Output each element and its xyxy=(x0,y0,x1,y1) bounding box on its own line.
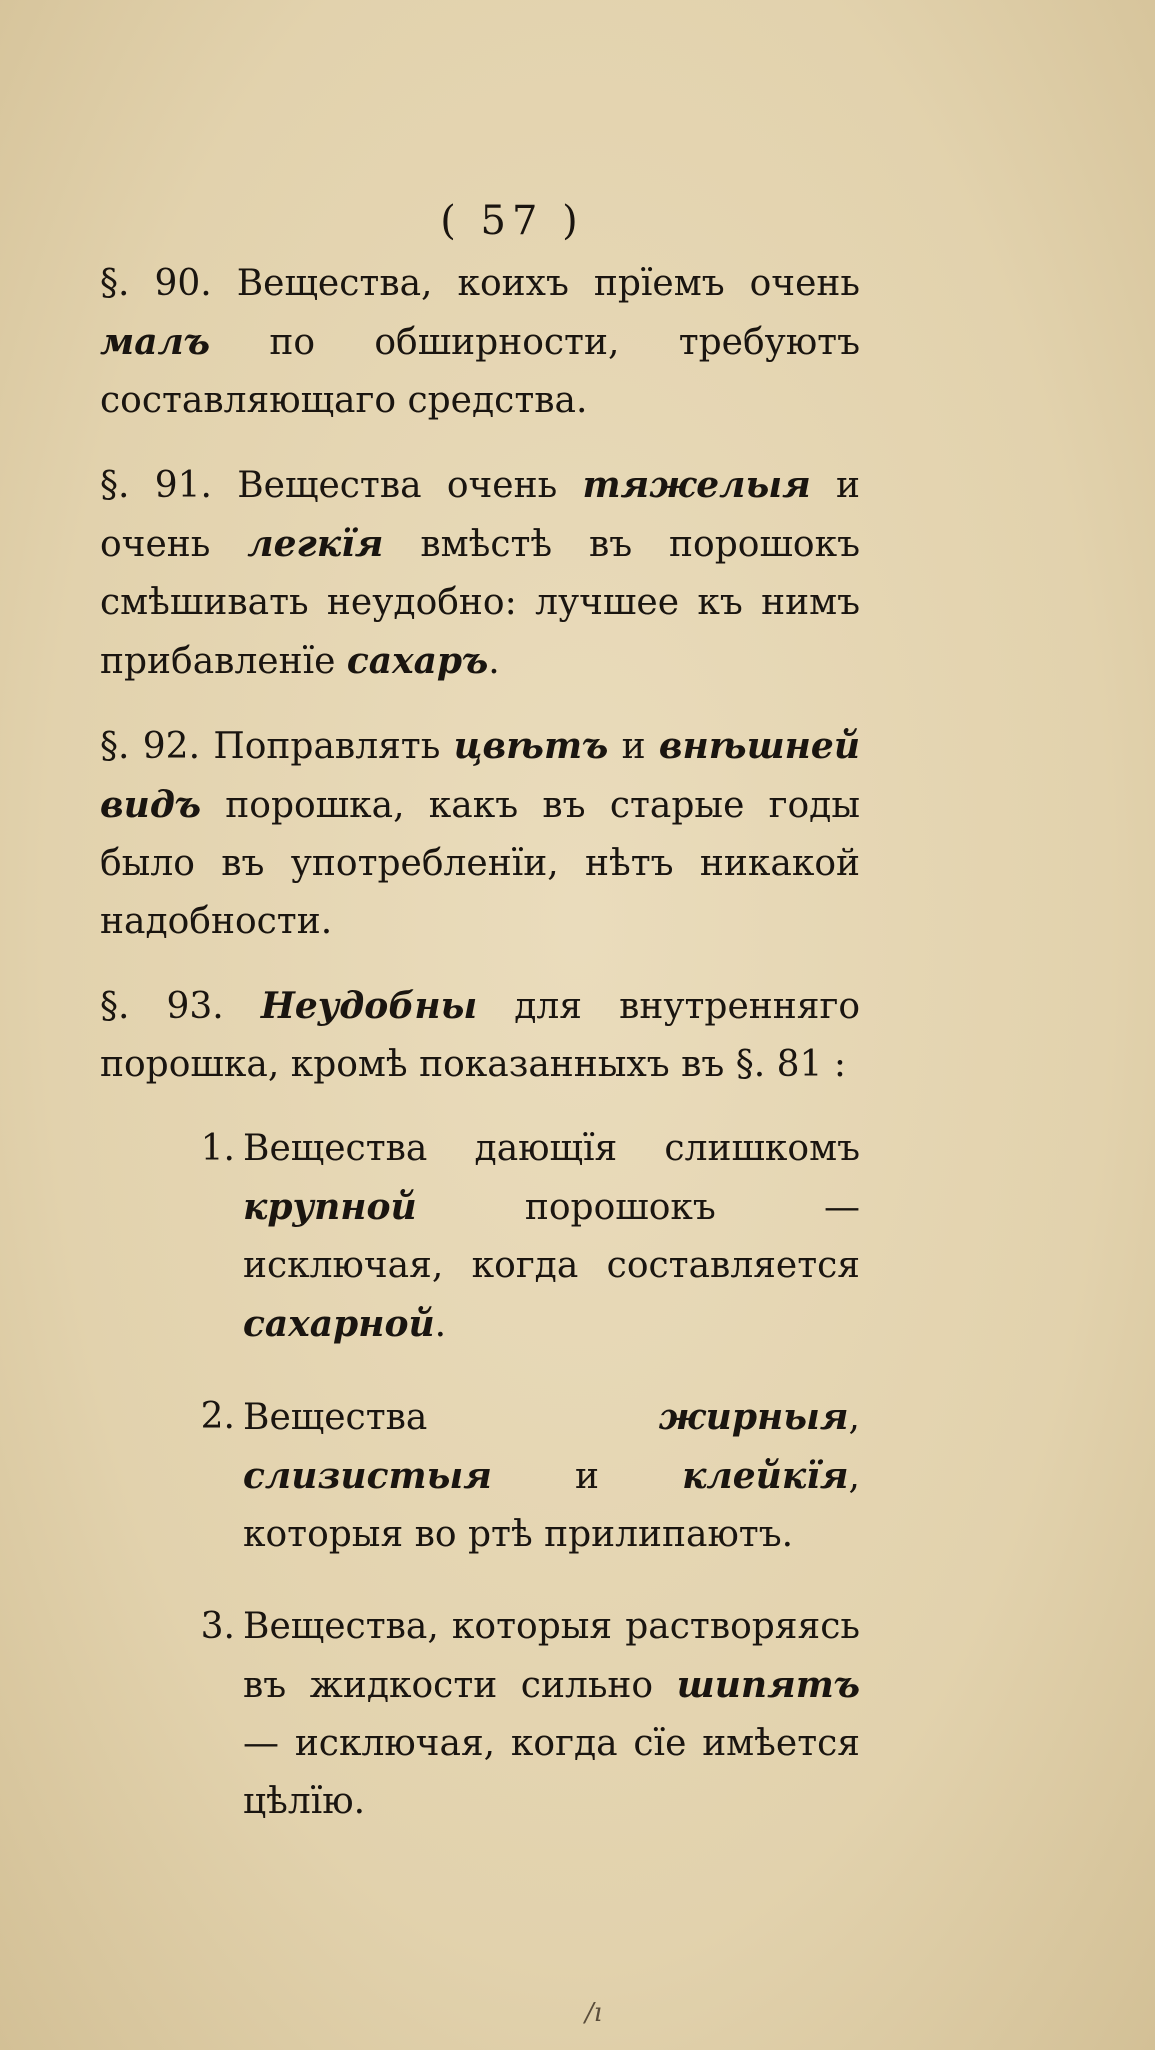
text-run: порошка, какъ въ старые годы было въ употребленїи, нѣтъ никакой надобности. xyxy=(100,785,860,942)
emphasized-text: внѣшней видъ xyxy=(100,725,860,826)
section-number: §. 92. xyxy=(100,726,201,767)
emphasized-text: тяжелыя xyxy=(582,464,811,506)
emphasized-text: жирныя xyxy=(658,1396,849,1438)
list-item-text xyxy=(243,1128,860,1345)
text-run: Вещества очень xyxy=(237,465,583,506)
paragraph-90 xyxy=(100,255,860,430)
numbered-list xyxy=(100,1120,860,1831)
paragraph-93 xyxy=(100,977,860,1094)
list-item-number: 1. xyxy=(200,1128,235,1169)
text-run: порошокъ — исключая, когда составляется xyxy=(243,1187,860,1286)
text-run: по обширности, требуютъ составляющаго средства. xyxy=(100,322,860,421)
emphasized-text: Неудобны xyxy=(260,985,478,1027)
text-run: и очень xyxy=(100,465,860,565)
list-item-number: 3. xyxy=(200,1606,235,1647)
text-run: . xyxy=(434,1304,447,1345)
list-item-number: 2. xyxy=(200,1396,235,1437)
text-run: и xyxy=(608,726,659,767)
text-run: , которыя во ртѣ прилипаютъ. xyxy=(243,1456,860,1555)
list-item-text xyxy=(243,1606,860,1822)
text-run: Вещества xyxy=(243,1397,659,1438)
text-run: Вещества дающїя слишкомъ xyxy=(243,1128,860,1169)
emphasized-text: крупной xyxy=(243,1186,417,1228)
text-run: Поправлять xyxy=(213,726,454,767)
text-run: вмѣстѣ въ порошокъ смѣшивать неудобно: лучшее къ нимъ прибавленїе xyxy=(100,524,860,682)
section-number: §. 91. xyxy=(100,465,212,506)
text-run: , xyxy=(848,1397,860,1438)
emphasized-text: сахаръ xyxy=(346,640,489,682)
section-number: §. 90. xyxy=(100,263,212,304)
list-item xyxy=(100,1598,860,1831)
paragraph-91 xyxy=(100,456,860,691)
paragraph-92 xyxy=(100,717,860,951)
text-run: Вещества, коихъ прїемъ очень xyxy=(236,263,860,304)
list-item-text xyxy=(243,1397,860,1555)
page-number: ( 57 ) xyxy=(440,198,584,244)
emphasized-text: сахарной xyxy=(243,1303,435,1345)
list-item xyxy=(100,1388,860,1564)
text-run: . xyxy=(488,641,500,682)
emphasized-text: клейкїя xyxy=(682,1455,849,1497)
footer-mark: /ı xyxy=(585,1998,603,2028)
page-body xyxy=(100,255,860,1865)
text-run: для внутренняго порошка, кромѣ показанныхъ въ §. 81 : xyxy=(100,986,861,1085)
paragraph-text xyxy=(100,726,860,942)
emphasized-text: цвѣтъ xyxy=(453,725,609,767)
emphasized-text: малъ xyxy=(100,321,211,363)
list-item xyxy=(100,1120,860,1354)
text-run: — исключая, когда сїе имѣется цѣлїю. xyxy=(243,1723,860,1822)
section-number: §. 93. xyxy=(100,986,224,1027)
emphasized-text: слизистыя xyxy=(243,1455,492,1497)
paragraph-text xyxy=(100,465,860,682)
paragraph-text xyxy=(100,263,860,421)
text-run: Вещества, которыя растворяясь въ жидкости сильно xyxy=(243,1606,860,1706)
emphasized-text: шипятъ xyxy=(676,1664,860,1706)
emphasized-text: легкїя xyxy=(247,523,384,565)
text-run: и xyxy=(491,1456,683,1497)
